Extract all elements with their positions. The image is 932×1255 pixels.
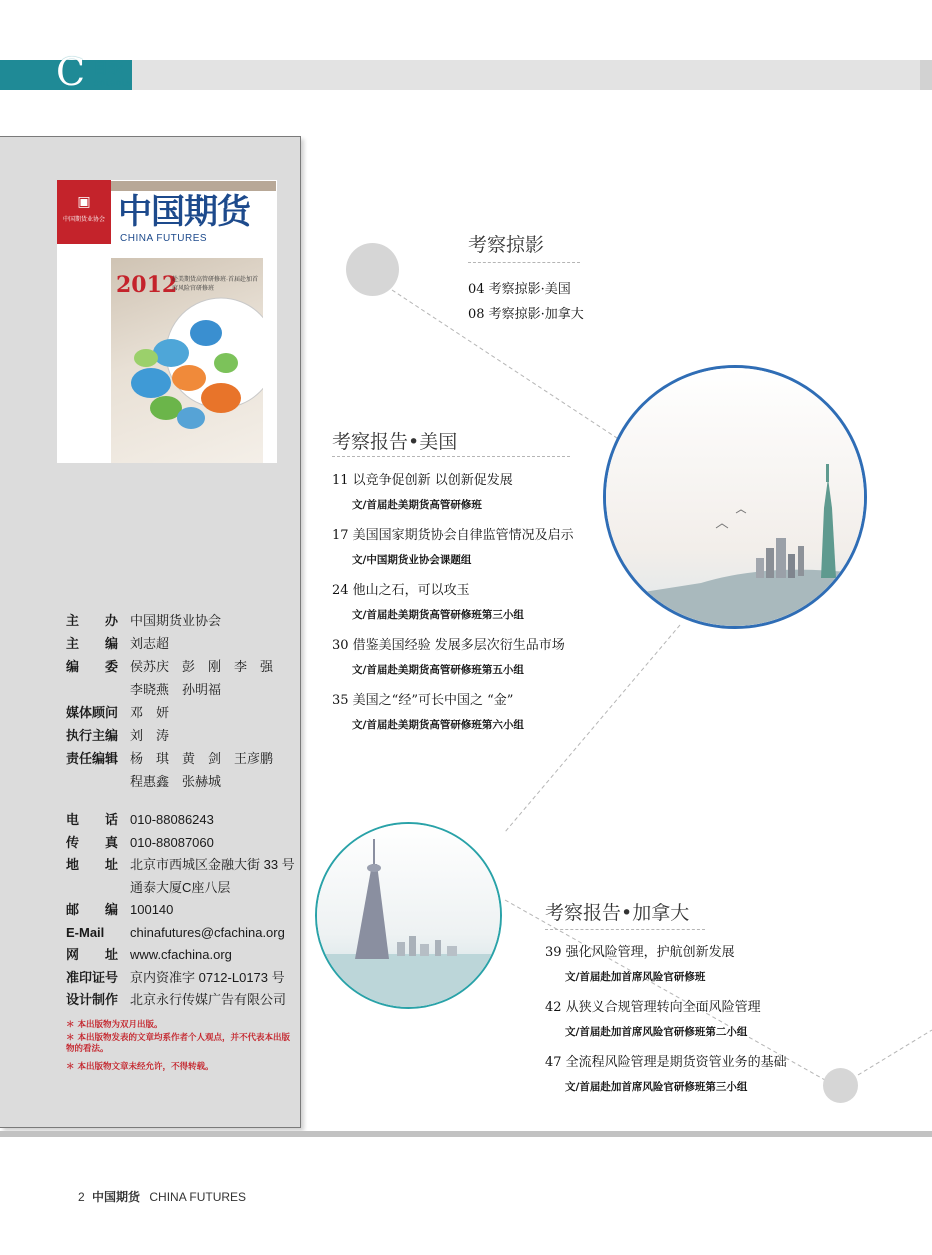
info-label: 执行主编 xyxy=(66,728,119,743)
statue-of-liberty-image xyxy=(606,368,864,626)
toc-article-byline: 文/中国期货业协会课题组 xyxy=(352,554,472,566)
section-dot xyxy=(346,243,399,296)
toc-article-byline: 文/首届赴加首席风险官研修班第二小组 xyxy=(565,1026,748,1038)
cover-subtitle: CHINA FUTURES xyxy=(120,233,208,244)
note-item: ＊ 本出版物发表的文章均系作者个人观点，并不代表本出版物的看法。 xyxy=(66,1033,290,1054)
bottom-rule xyxy=(0,1131,932,1137)
info-label: E-Mail xyxy=(66,924,105,940)
info-value: chinafutures@cfachina.org xyxy=(130,924,285,940)
info-label: 媒体顾问 xyxy=(66,705,119,720)
page-footer xyxy=(78,1188,246,1205)
section-divider xyxy=(468,262,580,263)
canada-circle-photo xyxy=(315,822,502,1009)
toc-article-title[interactable]: 17 美国国家期货协会自律监管情况及启示 xyxy=(332,528,574,543)
cover-headline: 赴美期货高管研修班·首届赴加首席风险官研修班 xyxy=(172,277,258,292)
toc-article-title[interactable]: 11 以竞争促创新 以创新促发展 xyxy=(332,473,513,488)
toc-article-title[interactable]: 24 他山之石，可以攻玉 xyxy=(332,583,470,598)
section-dot xyxy=(823,1068,858,1103)
contents-letter: C xyxy=(56,50,86,94)
info-label: 责任编辑 xyxy=(66,751,119,766)
footer-mag-zh: 中国期货 xyxy=(92,1190,141,1204)
toc-article-title[interactable]: 47 全流程风险管理是期货资管业务的基础 xyxy=(545,1055,787,1070)
toc-article-byline: 文/首届赴美期货高管研修班 xyxy=(352,499,482,511)
toc-entry[interactable]: 04 考察掠影·美国 xyxy=(468,282,571,297)
info-label: 电 话 xyxy=(66,812,118,827)
toc-article-title[interactable]: 42 从狭义合规管理转向全面风险管理 xyxy=(545,1000,761,1015)
info-label: 网 址 xyxy=(66,947,118,962)
note-item: ＊ 本出版物文章未经允许，不得转载。 xyxy=(66,1062,214,1072)
toc-article-byline: 文/首届赴美期货高管研修班第三小组 xyxy=(352,609,524,621)
info-value: 侯苏庆 彭 刚 李 强 xyxy=(130,659,274,674)
cover-year: 2012 xyxy=(116,272,178,298)
toc-article-byline: 文/首届赴美期货高管研修班第六小组 xyxy=(352,719,524,731)
toc-article-byline: 文/首届赴美期货高管研修班第五小组 xyxy=(352,664,524,676)
info-value: 北京市西城区金融大街 33 号 xyxy=(130,857,295,872)
info-value: 010-88086243 xyxy=(130,812,214,827)
info-label: 传 真 xyxy=(66,834,118,850)
info-label: 邮 编 xyxy=(66,902,118,917)
note-item: ＊ 本出版物为双月出版。 xyxy=(66,1020,163,1030)
toc-article-title[interactable]: 30 借鉴美国经验 发展多层次衍生品市场 xyxy=(332,638,565,653)
toc-article-byline: 文/首届赴加首席风险官研修班第三小组 xyxy=(565,1081,748,1093)
info-value: 中国期货业协会 xyxy=(130,613,222,628)
info-value: 京内资准字 0712-L0173 号 xyxy=(130,969,285,985)
section-title-usa: 考察报告•美国 xyxy=(332,431,458,453)
info-value: 北京永行传媒广告有限公司 xyxy=(130,992,287,1007)
section-divider xyxy=(545,929,705,930)
info-value: 杨 琪 黄 剑 王彦鹏 xyxy=(130,751,274,766)
page-number: 2 xyxy=(78,1190,85,1204)
section-title-photos: 考察掠影 xyxy=(468,234,545,256)
toc-entry[interactable]: 08 考察掠影·加拿大 xyxy=(468,307,584,322)
section-divider xyxy=(332,456,570,457)
toc-article-title[interactable]: 35 美国之“经”可长中国之 “金” xyxy=(332,693,514,708)
info-label: 主 编 xyxy=(66,636,118,651)
info-label: 编 委 xyxy=(66,659,118,674)
cn-tower-image xyxy=(317,824,500,1007)
info-value: 刘志超 xyxy=(130,636,170,651)
info-label: 设计制作 xyxy=(66,992,119,1007)
info-value: www.cfachina.org xyxy=(130,947,232,962)
info-value: 程惠鑫 张赫城 xyxy=(130,774,222,789)
usa-circle-photo xyxy=(603,365,867,629)
info-value: 010-88087060 xyxy=(130,834,214,850)
section-title-canada: 考察报告•加拿大 xyxy=(545,902,690,924)
cover-title: 中国期货 xyxy=(118,192,250,232)
toc-article-title[interactable]: 39 强化风险管理，护航创新发展 xyxy=(545,945,735,960)
info-label: 地 址 xyxy=(66,857,118,872)
footer-mag-en: CHINA FUTURES xyxy=(149,1190,247,1204)
info-label: 准印证号 xyxy=(66,969,119,985)
contents-title-en: ontents xyxy=(93,78,131,89)
cover-logo-text: 中国期货业协会 xyxy=(62,216,105,223)
info-value: 邓 妍 xyxy=(130,705,170,720)
info-value: 100140 xyxy=(130,902,174,917)
info-value: 刘 涛 xyxy=(130,728,170,743)
contents-title-zh: 目录 xyxy=(93,60,124,77)
cfa-emblem-icon: ▣ xyxy=(77,194,91,210)
info-label: 主 办 xyxy=(66,613,118,628)
info-value: 李晓燕 孙明福 xyxy=(130,682,222,697)
info-value: 通泰大厦C座八层 xyxy=(130,879,231,895)
toc-article-byline: 文/首届赴加首席风险官研修班 xyxy=(565,971,706,983)
